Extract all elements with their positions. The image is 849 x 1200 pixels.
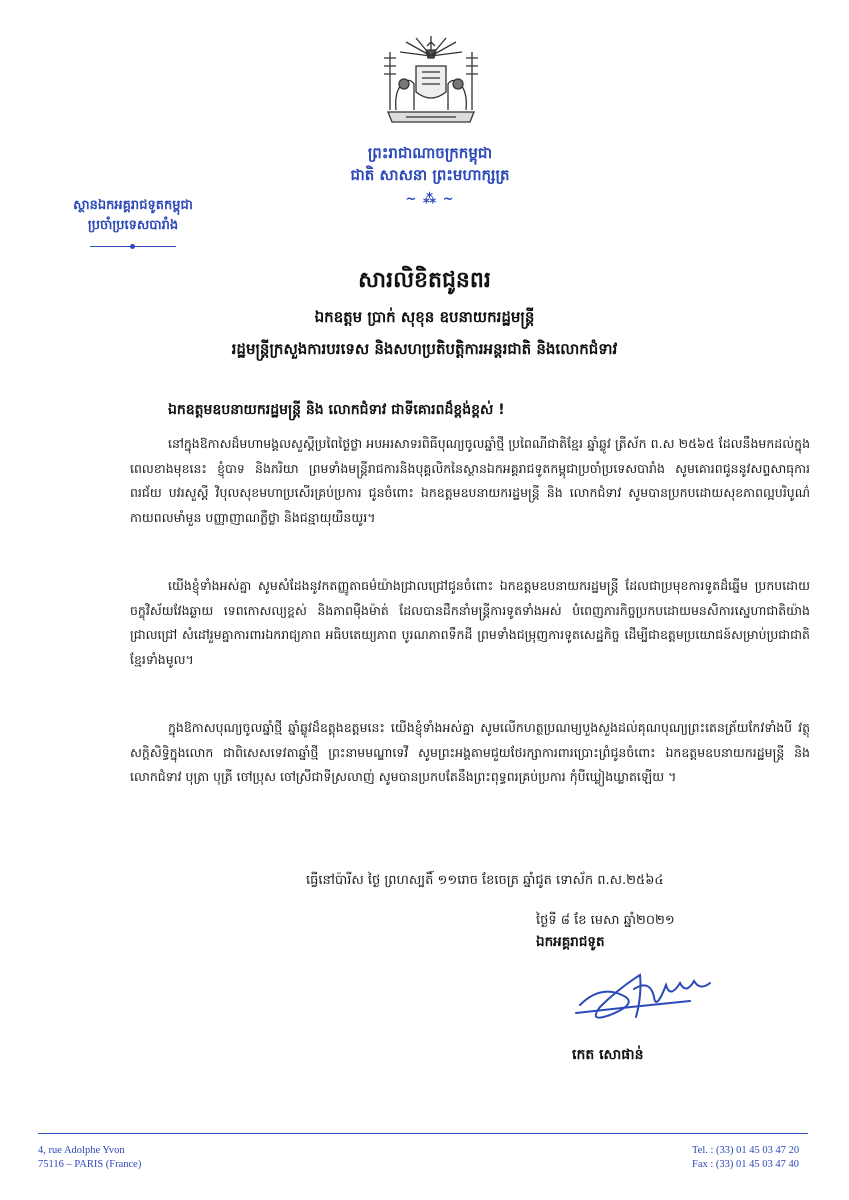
embassy-location: ប្រចាំប្រទេសបារាំង (87, 218, 179, 233)
signer-name: កេត សោផាន់ (572, 1047, 644, 1063)
signer-title: ឯកអគ្គរាជទូត (536, 934, 605, 950)
address-line-1: 4, rue Adolphe Yvon (38, 1145, 125, 1156)
paragraph-3 (130, 716, 810, 790)
embassy-header (38, 196, 228, 247)
ornament-divider: ~ ⁂ ~ (405, 192, 455, 207)
lunar-dateline: ធ្វើនៅប៉ារីស ថ្ងៃ ព្រហស្បតិ៍ ១១រោច ខែចេត្រ ឆ្នាំជូត ទោស័ក ព.ស.២៥៦៤ (306, 873, 664, 888)
footer-contact (692, 1144, 799, 1172)
embassy-name: ស្ថានឯកអគ្គរាជទូតកម្ពុជា (73, 198, 193, 213)
paragraph-1-text: នៅក្នុងឱកាសដ៏មហាមង្គលសួស្តីប្រពៃថ្ងៃថ្លា អបអរសាទរពិធីបុណ្យចូលឆ្នាំថ្មី ប្រពៃណីជាតិខ្មែរ ឆ្នាំឆ្លូវ ត្រីស័ក ព.ស ២៥៦៥ ដែលនឹងមកដល់ក្នុងពេលខាងមុខនេះ ខ្ញុំបាទ និងភរិយា ព្រមទាំងមន្ត្រីរាជការនិងបុគ្គលិកនៃស្ថានឯកអគ្គរាជទូតកម្ពុជាប្រចាំប្រទេសបារាំង សូមគោរពជូននូវសព្ទសាធុការពរជ័យ បវរសួស្តី វិបុលសុខមហាប្រសើរគ្រប់ប្រការ ជូនចំពោះ ឯកឧត្តមឧបនាយករដ្ឋមន្ត្រី និង លោកជំទាវ សូមបានប្រកបដោយសុខភាពល្អបរិបូណ៌ កាយពលមាំមួន បញ្ញាញាណភ្លឺថ្លា និងជន្មាយុយឺនយូរ។ (130, 436, 810, 525)
embassy-rule-divider (90, 246, 176, 247)
national-motto: ជាតិ សាសនា ព្រះមហាក្សត្រ (350, 166, 510, 184)
address-line-2: 75116 – PARIS (France) (38, 1159, 142, 1170)
kingdom-motto (300, 142, 560, 207)
telephone: Tel. : (33) 01 45 03 47 20 (692, 1145, 800, 1156)
gregorian-date: ថ្ងៃទី ៨ ខែ មេសា ឆ្នាំ២០២១ (536, 913, 675, 928)
paragraph-2 (130, 574, 810, 672)
kingdom-name: ព្រះរាជាណាចក្រកម្ពុជា (367, 144, 493, 162)
recipient-line-2: រដ្ឋមន្ត្រីក្រសួងការបរទេស និងសហប្រតិបត្តិការអន្តរជាតិ និងលោកជំទាវ (231, 340, 618, 358)
signature-icon (570, 955, 720, 1030)
salutation: ឯកឧត្តមឧបនាយករដ្ឋមន្ត្រី និង លោកជំទាវ ជាទីគោរពដ៏ខ្ពង់ខ្ពស់ ! (168, 402, 505, 418)
footer-divider (38, 1133, 808, 1134)
fax: Fax : (33) 01 45 03 47 40 (692, 1159, 800, 1170)
royal-coat-of-arms-icon (376, 32, 486, 130)
paragraph-1 (130, 432, 810, 530)
paragraph-3-text: ក្នុងឱកាសបុណ្យចូលឆ្នាំថ្មី ឆ្នាំឆ្លូវដ៏ឧត្តុងឧត្តមនេះ យើងខ្ញុំទាំងអស់គ្នា សូមលើកហត្ថប្រណម្យបួងសួងដល់គុណបុណ្យព្រះតេនត្រ័យកែវទាំងបី វត្ថុសក្តិសិទ្ធិក្នុងលោក ជាពិសេសទេវតាឆ្នាំថ្មី ព្រះនាមមណ្ឌាទេវី សូមព្រះអង្គតាមជួយថែរក្សាការពារប្រោះព្រំជូនចំពោះ ឯកឧត្តមឧបនាយករដ្ឋមន្ត្រី និង លោកជំទាវ បុត្រា បុត្រី ចៅប្រុស ចៅស្រីជាទីស្រលាញ់ សូមបានប្រកបតែនឹងព្រះពុទ្ធពរគ្រប់ប្រការ កុំបីឃ្លៀងឃ្លាតឡើយ ។ (130, 720, 810, 784)
document-title: សារលិខិតជូនពរ (358, 268, 491, 293)
recipient-line-1: ឯកឧត្តម ប្រាក់ សុខុន ឧបនាយករដ្ឋមន្ត្រី (314, 308, 535, 326)
footer-address (38, 1144, 141, 1172)
paragraph-2-text: យើងខ្ញុំទាំងអស់គ្នា សូមសំដែងនូវកតញ្ញូតាធម៌យ៉ាងជ្រាលជ្រៅជូនចំពោះ ឯកឧត្តមឧបនាយករដ្ឋមន្ត្រី ដែលជាប្រមុខការទូតដ៏ឆ្នើម ប្រកបដោយចក្ខុវិស័យវែងឆ្ងាយ ទេពកោសល្យខ្ពស់ និងភាពម៉ឺងម៉ាត់ ដែលបានដឹកនាំមន្ត្រីការទូតទាំងអស់ បំពេញភារកិច្ចប្រកបដោយមនសិការស្នេហាជាតិយ៉ាងជ្រាលជ្រៅ សំដៅរួមគ្នាការពារឯករាជ្យភាព អធិបតេយ្យភាព បូរណភាពទឹកដី ព្រមទាំងជម្រុញការទូតសេដ្ឋកិច្ច ដើម្បីជាឧត្តមប្រយោជន៍សម្រាប់ប្រជាជាតិខ្មែរទាំងមូល។ (130, 578, 810, 667)
